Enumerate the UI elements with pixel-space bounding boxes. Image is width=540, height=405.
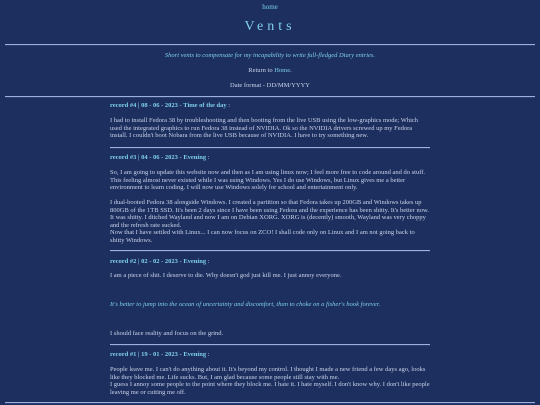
record-heading-text: record #4 | 08 - 06 - 2023 - Time of the day (110, 102, 227, 109)
return-prefix: Return to (248, 67, 275, 74)
record-paragraph: I am a piece of shit. I deserve to die. Why doesn't god just kill me. I just annoy everyone. (110, 272, 342, 279)
home-link[interactable]: home (262, 3, 278, 11)
record-heading-text: record #3 | 04 - 06 - 2023 - Evening (110, 154, 207, 161)
record-heading-colon: : (207, 351, 210, 358)
record-paragraph: I dual-booted Fedora 38 alongside Windows. I created a partition so that Fedora takes up 200GB and Windows takes up 800GB of the 1TB SSD. It's been 2 days since I have been using Fedora and the experience has been shitty. It's better now. It was shitty. I ditched Wayland and now I am on Debian XORG. XORG is (decently) smooth, Wayland was very choppy and the refresh rate sucked. (110, 199, 429, 229)
footer-divider (5, 402, 535, 404)
record-quote: It's better to jump into the ocean of uncertainty and discomfort, than to choke on a fisher's hook forever. (110, 301, 381, 308)
date-format-note: Date format - DD/MM/YYYY (230, 82, 310, 89)
return-suffix: . (290, 67, 292, 74)
record-paragraph: So, I am going to update this website now and then as I am using linux now; I feel more free to code around and do stuff. This feeling almost never existed while I was using Windows. Yes I do use Windows, but Linux gives me a better environment to learn coding. I will now use Windows solely for school and entertainment only. (110, 169, 426, 192)
record-paragraph: I should face reality and focus on the grind. (110, 330, 224, 337)
return-home-link[interactable]: Home (274, 67, 291, 74)
record-paragraph: I guess I annoy some people to the point where they block me. I hate it. I hate myself. I don't know why. I don't like people leaving me or cutting me off. (110, 381, 430, 396)
tagline: Short vents to compensate for my incapability to write full-fledged Diary entries. (164, 52, 376, 59)
record-heading-colon: : (228, 102, 231, 109)
page-title: Vents (244, 19, 296, 34)
record-heading-text: record #1 | 19 - 01 - 2023 - Evening (110, 351, 207, 358)
record-heading-colon: : (207, 154, 210, 161)
record-heading (110, 258, 430, 265)
records-list (110, 0, 430, 405)
record-heading (110, 102, 430, 109)
record-divider (110, 250, 430, 252)
record-divider (110, 147, 430, 149)
record-paragraph: People leave me. I can't do anything about it. It's beyond my control. I thought I made a new friend a few days ago, looks like they blocked me. Life sucks. But, I am glad because some people still stay with me. (110, 366, 426, 381)
record-paragraph: Now that I have settled with Linux... I can now focus on ZCO! I shall code only on Linux and I am not going back to shitty Windows. (110, 229, 415, 244)
record-divider (110, 344, 430, 346)
record-paragraph: I had to install Fedora 38 by troubleshooting and then booting from the live USB using the low-graphics mode; Which used the integrated graphics to run Fedora 38 instead of NVIDIA. Ok so the NVIDIA drivers screwed up my Fedora install. I couldn't boot Nobara from the live USB because of NVIDIA. I have to try something new. (110, 117, 419, 140)
record-heading-colon: : (207, 258, 210, 265)
record-heading-text: record #2 | 02 - 02 - 2023 - Evening (110, 258, 207, 265)
record-heading (110, 351, 430, 358)
record-heading (110, 154, 430, 161)
